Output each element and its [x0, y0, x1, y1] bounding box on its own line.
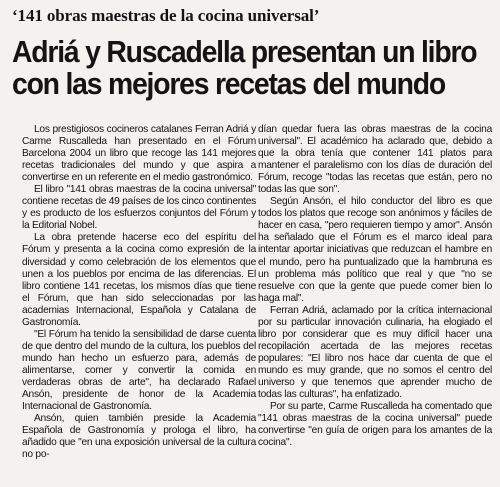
paragraph: Los prestigiosos cocineros catalanes Ferran Adriá y Carme Ruscalleda han presentado en el Fórum Barcelona 2004 un libro que recoge las 141 mejores recetas tradicionales del mundo y que aspira a convertirse en un referente en el medio gastronómico. — [22, 124, 256, 184]
paragraph: "El Fórum ha tenido la sensibilidad de darse cuenta de que dentro del mundo de la cultura, los pueblos del mundo han hecho un esfuerzo para, además de alimentarse, comer y convertir la comida en verdaderas obras de arte", ha declarado Rafael Ansón, presidente de honor de la Academia Internacional de Gastronomía. — [22, 328, 256, 413]
paragraph: El libro "141 obras maestras de la cocina universal" contiene recetas de 49 países de los cinco continentes y es producto de los esfuerzos conjuntos del Fórum y la Editorial Nobel. — [22, 184, 256, 232]
paragraph: Ansón, quien también preside la Academia Española de Gastronomía y prologa el libro, ha añadido que "en una exposición universal de la cultura no po- — [22, 413, 256, 461]
article-column-left — [22, 124, 256, 461]
article-column-right — [258, 124, 492, 449]
paragraph-continuation: dían quedar fuera las obras maestras de la cocina universal". El académico ha aclarado que, debido a que la obra tenía que contener 141 platos para mantener el paralelismo con los días de duración del Fórum, recoge "todas las recetas que están, pero no todas las que son". — [258, 124, 492, 196]
paragraph: Según Ansón, el hilo conductor del libro es que todos los platos que recoge son anónimos y fáciles de hacer en casa, "pero requieren tiempo y amor". Ansón ha señalado que el Fórum es el marco ideal para intentar aportar iniciativas que reduzcan el hambre en el mundo, pero ha puntualizado que la hambruna es un problema más político que real y que "no se resuelve con que la gente que puede comer bien lo haga mal". — [258, 196, 492, 304]
paragraph: La obra pretende hacerse eco del espíritu del Fórum y presenta a la cocina como expresión de la diversidad y como celebración de los elementos que unen a los pueblos por encima de las diferencias. El libro contiene 141 recetas, los mismos días que tiene el Fórum, que han sido seleccionadas por las academias Internacional, Española y Catalana de Gastronomía. — [22, 232, 256, 328]
kicker-line: ‘141 obras maestras de la cocina universal’ — [12, 6, 320, 25]
paragraph: Por su parte, Carme Ruscalleda ha comentado que "141 obras maestras de la cocina universal" puede convertirse "en guía de origen para los amantes de la cocina". — [258, 401, 492, 449]
paragraph: Ferran Adriá, aclamado por la crítica internacional por su particular innovación culinaria, ha elogiado el libro por considerar que es muy difícil hacer una recopilación acertada de las mejores recetas populares: "El libro nos hace dar cuenta de que el mundo es muy grande, que no somos el centro del universo y que tenemos que aprender mucho de todas las culturas", ha enfatizado. — [258, 304, 492, 401]
headline — [12, 35, 477, 101]
headline-line-2: con las mejores recetas del mundo — [12, 67, 446, 101]
headline-line-1: Adriá y Ruscadella presentan un libro — [12, 35, 477, 69]
